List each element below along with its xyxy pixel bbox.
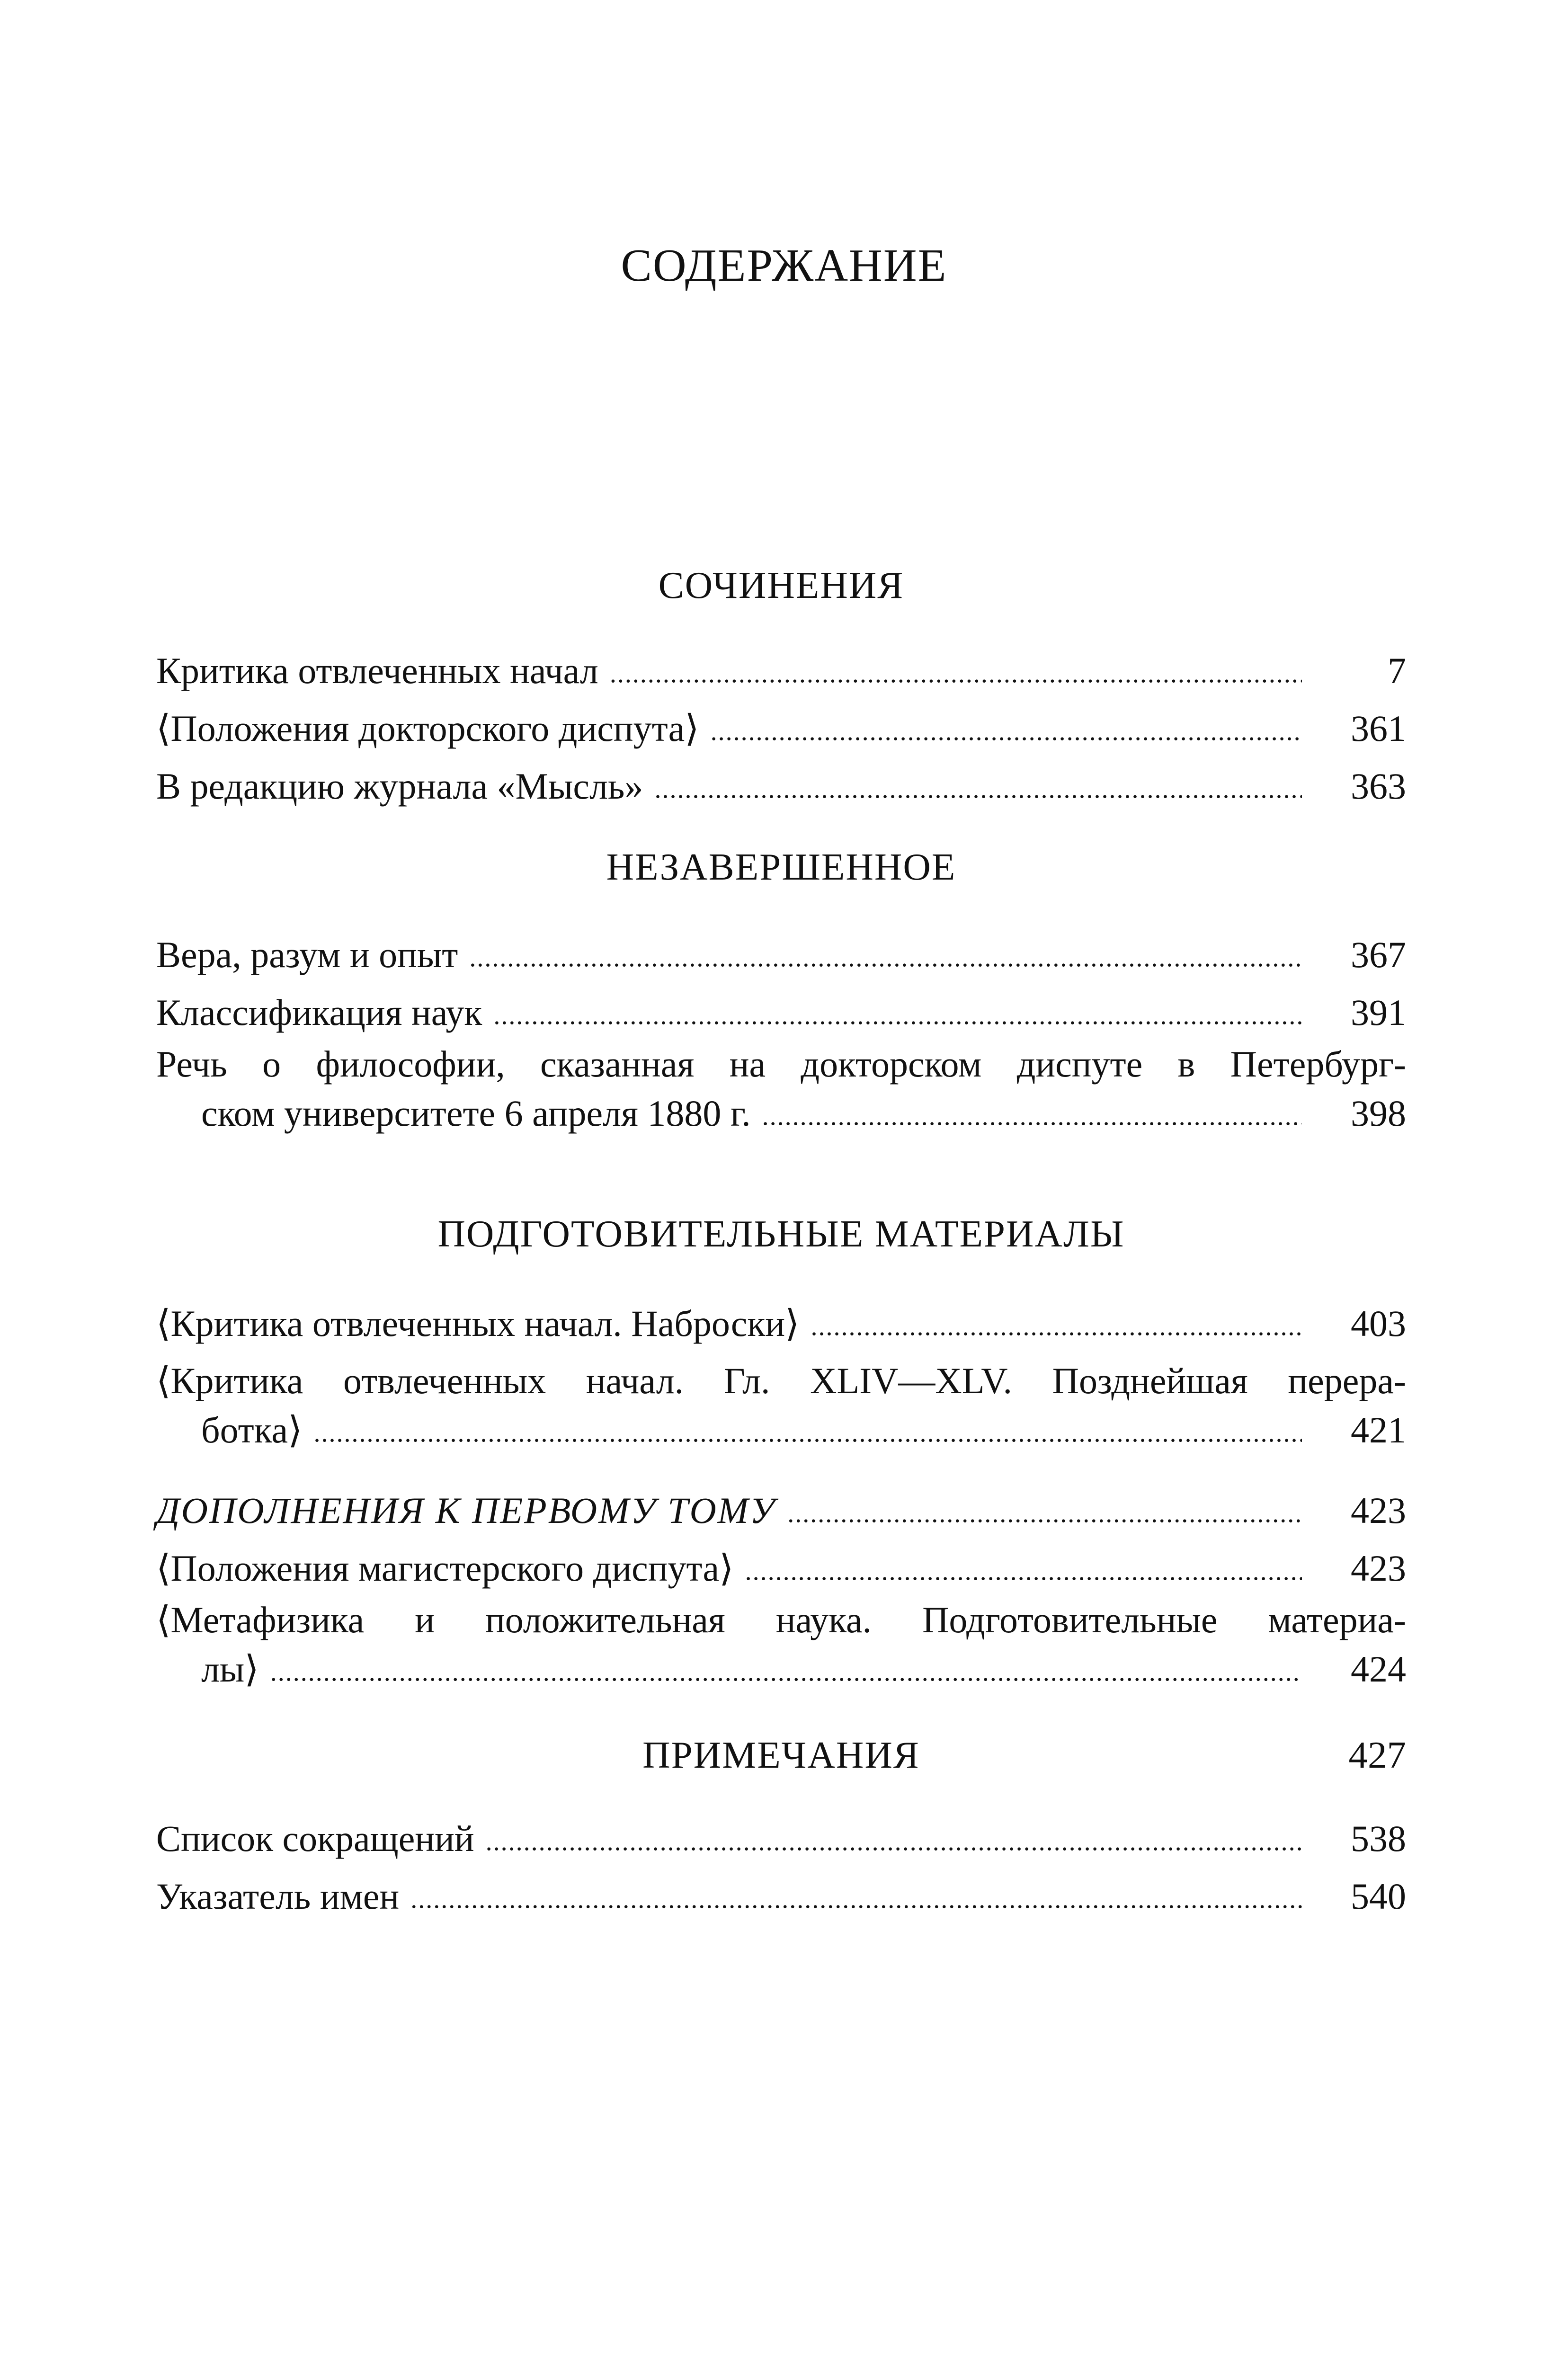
section-heading-unfinished: НЕЗАВЕРШЕННОЕ	[606, 845, 956, 888]
toc-entry[interactable]	[156, 1356, 1406, 1459]
dot-leader	[270, 1647, 1302, 1697]
toc-entry[interactable]	[156, 1299, 1406, 1352]
dot-leader	[469, 933, 1302, 982]
dot-leader	[787, 1489, 1302, 1538]
page-number: 363	[1351, 765, 1406, 807]
dot-leader	[493, 991, 1302, 1040]
entry-title-line-2: лы⟩	[201, 1648, 259, 1690]
page-number: 540	[1351, 1876, 1406, 1917]
page-number: 398	[1351, 1093, 1406, 1134]
dot-leader	[762, 1092, 1302, 1141]
section-heading-works: СОЧИНЕНИЯ	[658, 564, 904, 606]
page-number: 423	[1351, 1548, 1406, 1589]
toc-entry[interactable]	[156, 1595, 1406, 1698]
dot-leader	[654, 765, 1302, 814]
dot-leader	[811, 1302, 1302, 1351]
entry-title-line-1: ⟨Критика отвлеченных начал. Гл. XLIV—XLV. Позднейшая перера-	[156, 1360, 1406, 1401]
section-heading-preparatory: ПОДГОТОВИТЕЛЬНЫЕ МАТЕРИАЛЫ	[437, 1212, 1125, 1255]
page-number: 423	[1351, 1490, 1406, 1531]
dot-leader	[486, 1817, 1302, 1866]
toc-entry[interactable]	[156, 704, 1406, 757]
dot-leader	[410, 1875, 1302, 1924]
entry-title-line-1: Речь о философии, сказанная на докторском диспуте в Петербург-	[156, 1043, 1406, 1085]
entry-title: Критика отвлеченных начал	[156, 650, 598, 691]
page-number: 361	[1351, 708, 1406, 749]
toc-entry[interactable]	[156, 1872, 1406, 1925]
toc-entry[interactable]	[156, 1814, 1406, 1867]
dot-leader	[610, 649, 1302, 698]
entry-title: ⟨Положения докторского диспута⟩	[156, 708, 699, 749]
toc-entry-additions[interactable]	[156, 1486, 1406, 1539]
toc-entry[interactable]	[156, 1040, 1406, 1142]
toc-entry[interactable]	[156, 930, 1406, 983]
entry-title: ⟨Критика отвлеченных начал. Наброски⟩	[156, 1303, 800, 1344]
page-number: 7	[1388, 650, 1406, 691]
entry-title-line-2: ботка⟩	[201, 1409, 303, 1450]
page-number: 427	[1348, 1734, 1406, 1776]
page-number: 391	[1351, 992, 1406, 1033]
entry-title: Вера, разум и опыт	[156, 934, 458, 975]
page-number: 367	[1351, 934, 1406, 975]
section-heading-notes: ПРИМЕЧАНИЯ	[642, 1734, 920, 1776]
entry-title: Классификация наук	[156, 992, 482, 1033]
page-number: 538	[1351, 1818, 1406, 1859]
dot-leader	[711, 707, 1302, 756]
section-heading-additions: ДОПОЛНЕНИЯ К ПЕРВОМУ ТОМУ	[156, 1490, 776, 1531]
dot-leader	[745, 1547, 1302, 1596]
page-number: 424	[1351, 1648, 1406, 1690]
page-number: 421	[1351, 1409, 1406, 1450]
entry-title: В редакцию журнала «Мысль»	[156, 765, 643, 807]
toc-entry[interactable]	[156, 988, 1406, 1041]
page-title: СОДЕРЖАНИЕ	[621, 240, 947, 291]
dot-leader	[314, 1408, 1302, 1458]
toc-entry[interactable]	[156, 762, 1406, 815]
toc-entry[interactable]	[156, 646, 1406, 699]
entry-title: Указатель имен	[156, 1876, 400, 1917]
page-number: 403	[1351, 1303, 1406, 1344]
entry-title: ⟨Положения магистерского диспута⟩	[156, 1548, 734, 1589]
entry-title-line-1: ⟨Метафизика и положительная наука. Подготовительные материа-	[156, 1599, 1406, 1640]
entry-title-line-2: ском университете 6 апреля 1880 г.	[201, 1093, 751, 1134]
entry-title: Список сокращений	[156, 1818, 474, 1859]
toc-entry[interactable]	[156, 1544, 1406, 1597]
